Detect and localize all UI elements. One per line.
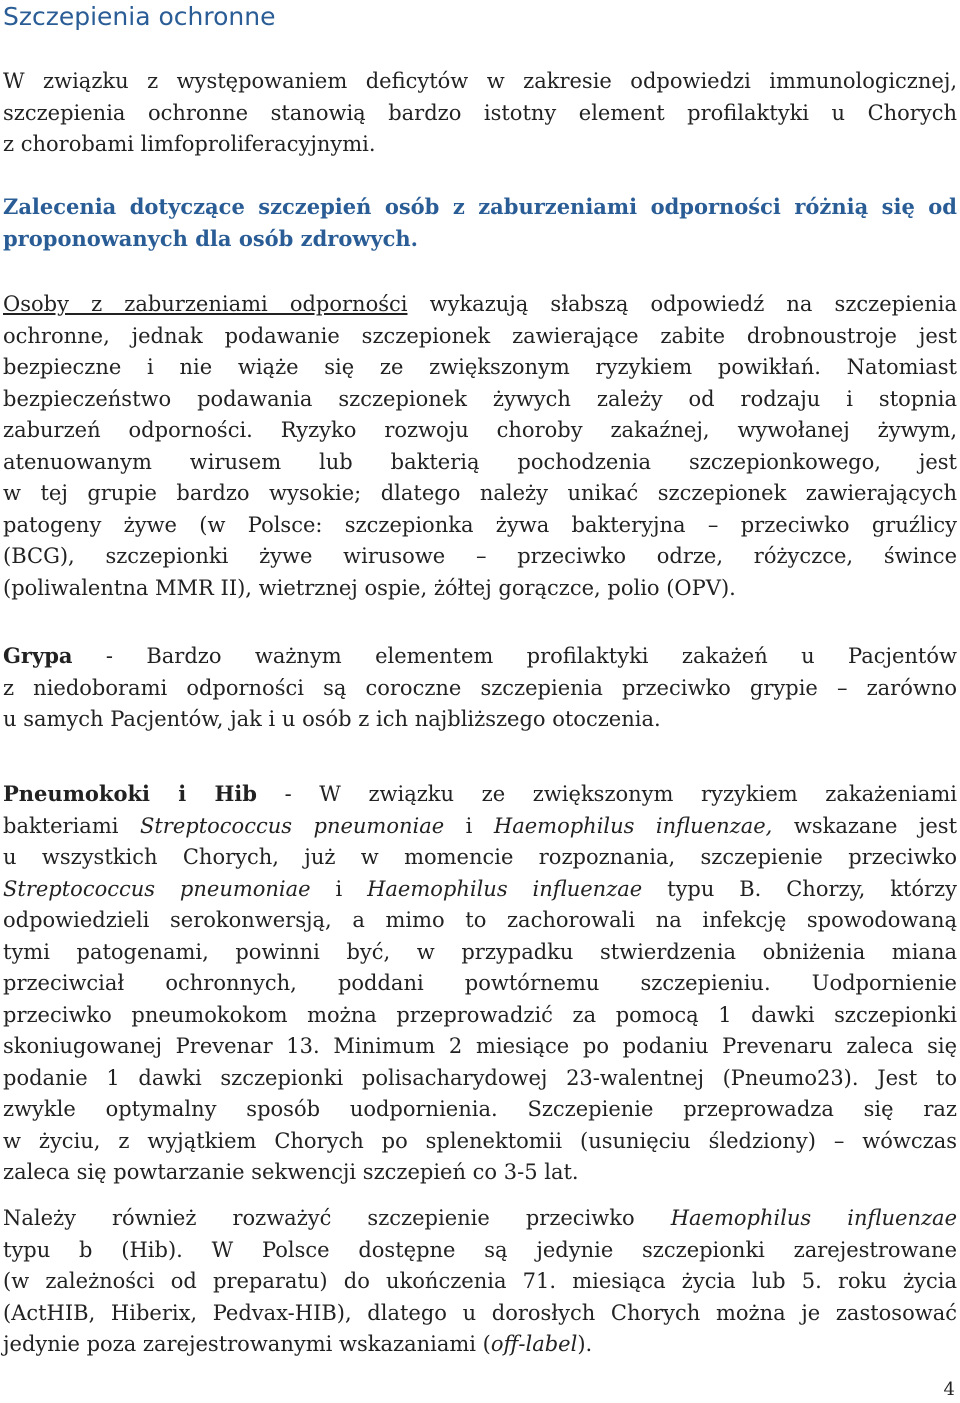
latin-term: off-label [490,1332,578,1356]
text-line: skoniugowanej Prevenar 13. Minimum 2 miesiące po podaniu Prevenaru zaleca się [3,1034,957,1058]
text-line: przeciwciał ochronnych, poddani powtórnemu szczepieniu. Uodpornienie [3,971,957,995]
text-line: odpowiedzieli serokonwersją, a mimo to zachorowali na infekcję spowodowaną [3,908,957,932]
text-line [3,811,957,843]
species-name: Haemophilus influenzae [367,876,643,901]
text-line: atenuowanym wirusem lub bakterią pochodzenia szczepionkowego, jest [3,449,957,474]
species-name: Streptococcus pneumoniae [3,876,311,901]
text-line: z chorobami limfoproliferacyjnymi. [3,132,376,156]
text-line: w życiu, z wyjątkiem Chorych po splenektomii (usunięciu śledziony) – wówczas [3,1128,957,1153]
text-fragment: Należy również rozważyć szczepienie przeciwko [3,1206,671,1230]
text-fragment: i [310,876,368,901]
text-fragment: - Bardzo ważnym elementem profilaktyki zakażeń u Pacjentów [72,644,957,668]
text-line: ochronne, jednak podawanie szczepionek zawierające zabite drobnoustroje jest [3,323,957,348]
text-line [3,289,957,321]
species-name: Streptococcus pneumoniae [139,813,445,838]
text-line: (ActHIB, Hiberix, Pedvax-HIB), dlatego u dorosłych Chorych można je zastosować [3,1300,957,1325]
text-fragment: - W związku ze zwiększonym ryzykiem zakażeniami [256,782,957,806]
species-name: Haemophilus influenzae, [493,813,773,838]
text-line [3,1203,957,1235]
text-line: u wszystkich Chorych, już w momencie rozpoznania, szczepienie przeciwko [3,845,957,869]
hib-paragraph [3,1203,957,1361]
text-fragment: wykazują słabszą odpowiedź na szczepienia [407,292,957,316]
text-line: u samych Pacjentów, jak i u osób z ich najbliższego otoczenia. [3,707,661,731]
text-line [3,874,957,906]
intro-paragraph [3,66,957,161]
text-line: zaleca się powtarzanie sekwencji szczepień co 3-5 lat. [3,1160,579,1184]
flu-paragraph [3,640,957,736]
text-fragment: jedynie poza zarejestrowanymi wskazaniami ( [3,1332,491,1356]
text-line: szczepienia ochronne stanowią bardzo istotny element profilaktyki u Chorych [3,100,957,125]
text-line: (poliwalentna MMR II), wietrznej ospie, żółtej gorączce, polio (OPV). [3,575,736,600]
text-line: typu b (Hib). W Polsce dostępne są jedynie szczepionki zarejestrowane [3,1237,957,1262]
recommendation-paragraph [3,191,957,255]
text-line: bezpieczeństwo podawania szczepionek żywych zależy od rodzaju i stopnia [3,386,957,411]
text-line [3,640,957,673]
text-line: podanie 1 dawki szczepionki polisacharydowej 23-walentnej (Pneumo23). Jest to [3,1065,957,1090]
text-line: proponowanych dla osób zdrowych. [3,226,418,251]
text-line: z niedoborami odporności są coroczne szczepienia przeciwko grypie – zarówno [3,675,957,700]
text-fragment: typu B. Chorzy, którzy [642,876,957,901]
text-line: (w zależności od preparatu) do ukończenia 71. miesiąca życia lub 5. roku życia [3,1269,957,1293]
page-number: 4 [943,1379,955,1400]
text-line: zwykle optymalny sposób uodpornienia. Szczepienie przeprowadza się raz [3,1097,957,1121]
text-line: Zalecenia dotyczące szczepień osób z zaburzeniami odporności różnią się od [3,194,957,219]
pneumococci-heading: Pneumokoki i Hib [3,781,257,806]
text-line: w tej grupie bardzo wysokie; dlatego należy unikać szczepionek zawierających [3,481,957,505]
immunodeficiency-heading: Osoby z zaburzeniami odporności [3,292,408,316]
text-line: patogeny żywe (w Polsce: szczepionka żywa bakteryjna – przeciwko gruźlicy [3,512,957,537]
text-fragment: i [444,813,494,838]
text-fragment: wskazane jest [772,813,958,838]
text-line: przeciwko pneumokokom można przeprowadzić za pomocą 1 dawki szczepionki [3,1002,957,1027]
text-fragment: ). [577,1332,593,1356]
text-line: (BCG), szczepionki żywe wirusowe – przeciwko odrze, różyczce, śwince [3,544,957,568]
pneumococci-paragraph [3,778,957,1189]
text-line: W związku z występowaniem deficytów w zakresie odpowiedzi immunologicznej, [3,69,957,93]
text-line: zaburzeń odporności. Ryzyko rozwoju choroby zakaźnej, wywołanej żywym, [3,418,957,442]
immunodeficiency-paragraph [3,289,957,604]
text-line [3,1329,957,1361]
text-fragment: bakteriami [3,813,140,838]
species-name: Haemophilus influenzae [670,1206,957,1230]
flu-heading: Grypa [3,643,73,668]
text-line: bezpieczne i nie wiąże się ze zwiększonym ryzykiem powikłań. Natomiast [3,355,957,379]
text-line: tymi patogenami, powinni być, w przypadku stwierdzenia obniżenia miana [3,939,957,964]
page-title: Szczepienia ochronne [3,2,276,31]
text-line [3,778,957,811]
